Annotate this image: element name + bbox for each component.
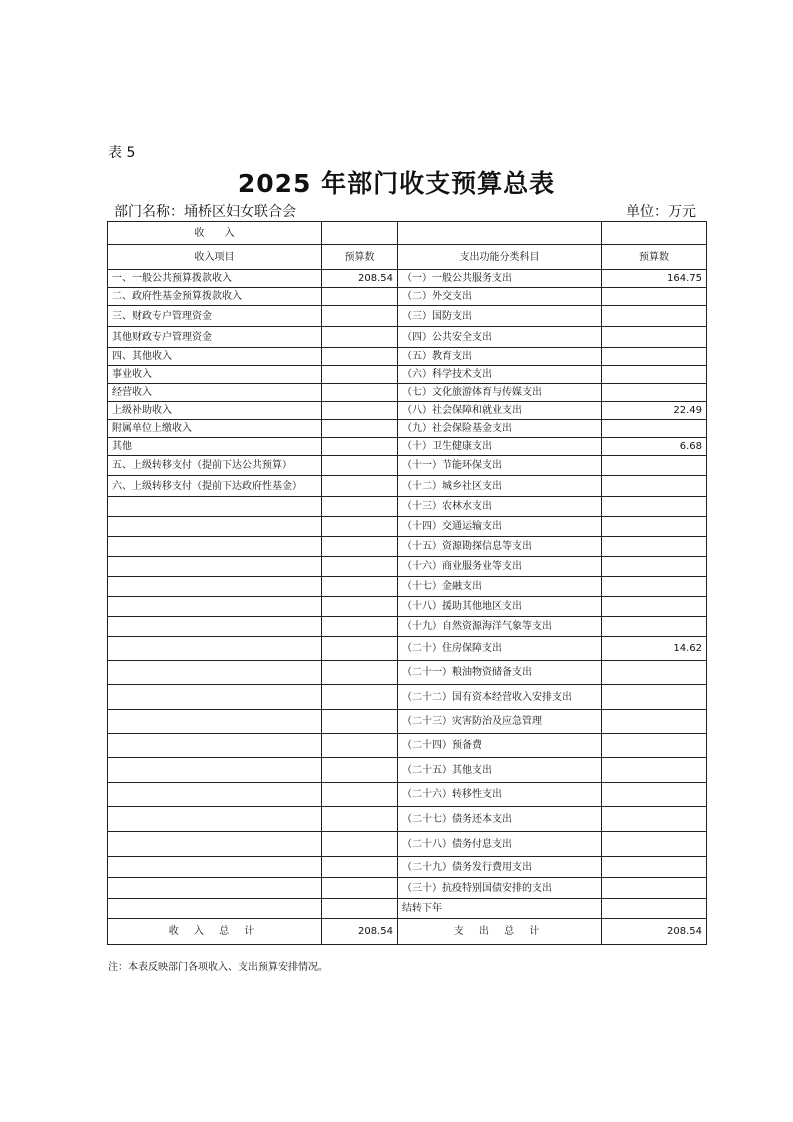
income-amount-cell — [322, 402, 398, 420]
income-item-cell: 六、上级转移支付（提前下达政府性基金） — [108, 476, 322, 497]
expense-item-cell: （六）科学技术支出 — [398, 366, 602, 384]
income-group-row — [108, 222, 707, 245]
expense-item-cell: （二十六）转移性支出 — [398, 783, 602, 807]
income-amount-cell — [322, 899, 398, 919]
income-item-cell: 一、一般公共预算拨款收入 — [108, 270, 322, 288]
expense-item-cell: （十九）自然资源海洋气象等支出 — [398, 617, 602, 637]
income-amount-cell — [322, 637, 398, 661]
table-row — [108, 807, 707, 832]
income-amount-cell — [322, 557, 398, 577]
expense-item-cell: （十三）农林水支出 — [398, 497, 602, 517]
income-item-cell — [108, 661, 322, 685]
footnote: 注：本表反映部门各项收入、支出预算安排情况。 — [108, 962, 328, 973]
income-amount-cell — [322, 734, 398, 758]
expense-amount-cell — [602, 577, 707, 597]
expense-item-cell: （十七）金融支出 — [398, 577, 602, 597]
income-amount-cell — [322, 366, 398, 384]
expense-item-cell: （二十三）灾害防治及应急管理 — [398, 710, 602, 734]
expense-amount-cell — [602, 783, 707, 807]
income-item-cell — [108, 878, 322, 899]
expense-item-cell: （五）教育支出 — [398, 348, 602, 366]
table-row — [108, 306, 707, 327]
table-row — [108, 476, 707, 497]
expense-item-cell: （二十四）预备费 — [398, 734, 602, 758]
income-item-cell: 附属单位上缴收入 — [108, 420, 322, 438]
table-row — [108, 758, 707, 783]
income-amount-cell — [322, 758, 398, 783]
table-row — [108, 637, 707, 661]
col-header-income-amount: 预算数 — [322, 245, 398, 270]
expense-amount-cell — [602, 661, 707, 685]
table-row — [108, 685, 707, 710]
budget-table — [107, 221, 707, 945]
income-item-cell — [108, 734, 322, 758]
expense-amount-cell — [602, 857, 707, 878]
expense-item-cell: （十八）援助其他地区支出 — [398, 597, 602, 617]
income-item-cell: 事业收入 — [108, 366, 322, 384]
income-amount-cell — [322, 384, 398, 402]
expense-amount-cell — [602, 537, 707, 557]
income-item-cell — [108, 577, 322, 597]
col-header-expense-amount: 预算数 — [602, 245, 707, 270]
income-item-cell: 其他财政专户管理资金 — [108, 327, 322, 348]
income-amount-cell: 208.54 — [322, 270, 398, 288]
expense-item-cell: 结转下年 — [398, 899, 602, 919]
expense-total-label: 支 出 总 计 — [398, 919, 602, 945]
table-row — [108, 617, 707, 637]
income-amount-cell — [322, 685, 398, 710]
expense-item-cell: （二）外交支出 — [398, 288, 602, 306]
income-item-cell — [108, 807, 322, 832]
unit-label: 单位：万元 — [626, 204, 696, 220]
table-row — [108, 878, 707, 899]
income-item-cell: 四、其他收入 — [108, 348, 322, 366]
expense-amount-cell — [602, 384, 707, 402]
table-row — [108, 456, 707, 476]
income-item-cell: 上级补助收入 — [108, 402, 322, 420]
income-amount-cell — [322, 878, 398, 899]
expense-item-cell: （十四）交通运输支出 — [398, 517, 602, 537]
expense-amount-cell — [602, 758, 707, 783]
table-row — [108, 384, 707, 402]
income-group-header: 收 入 — [108, 222, 322, 245]
income-item-cell — [108, 758, 322, 783]
expense-amount-cell — [602, 734, 707, 758]
expense-amount-cell — [602, 597, 707, 617]
expense-amount-cell — [602, 456, 707, 476]
expense-item-cell: （四）公共安全支出 — [398, 327, 602, 348]
expense-total-value: 208.54 — [602, 919, 707, 945]
income-item-cell — [108, 857, 322, 878]
expense-amount-cell: 14.62 — [602, 637, 707, 661]
income-item-cell — [108, 710, 322, 734]
expense-amount-cell — [602, 832, 707, 857]
table-row — [108, 597, 707, 617]
expense-amount-cell — [602, 288, 707, 306]
income-item-cell — [108, 832, 322, 857]
expense-item-cell: （三十）抗疫特别国债安排的支出 — [398, 878, 602, 899]
expense-amount-cell — [602, 899, 707, 919]
income-item-cell: 经营收入 — [108, 384, 322, 402]
expense-item-cell: （十二）城乡社区支出 — [398, 476, 602, 497]
income-item-cell: 三、财政专户管理资金 — [108, 306, 322, 327]
expense-item-cell: （十六）商业服务业等支出 — [398, 557, 602, 577]
income-amount-cell — [322, 288, 398, 306]
income-item-cell — [108, 517, 322, 537]
expense-amount-cell — [602, 517, 707, 537]
expense-amount-cell — [602, 497, 707, 517]
expense-amount-cell — [602, 476, 707, 497]
table-row — [108, 832, 707, 857]
income-amount-cell — [322, 537, 398, 557]
table-row — [108, 577, 707, 597]
income-amount-cell — [322, 438, 398, 456]
expense-item-cell: （十）卫生健康支出 — [398, 438, 602, 456]
income-amount-cell — [322, 597, 398, 617]
income-amount-cell — [322, 807, 398, 832]
expense-amount-cell — [602, 420, 707, 438]
page-title: 2025 年部门收支预算总表 — [237, 169, 556, 198]
income-amount-cell — [322, 327, 398, 348]
income-total-value: 208.54 — [322, 919, 398, 945]
table-row — [108, 288, 707, 306]
income-amount-cell — [322, 517, 398, 537]
table-row — [108, 402, 707, 420]
table-row — [108, 348, 707, 366]
table-row — [108, 438, 707, 456]
income-item-cell — [108, 497, 322, 517]
expense-amount-cell — [602, 306, 707, 327]
expense-item-cell: （十一）节能环保支出 — [398, 456, 602, 476]
income-amount-cell — [322, 420, 398, 438]
expense-amount-cell — [602, 557, 707, 577]
income-item-cell — [108, 557, 322, 577]
column-header-row — [108, 245, 707, 270]
table-row — [108, 327, 707, 348]
expense-amount-cell — [602, 348, 707, 366]
department-name: 部门名称：埇桥区妇女联合会 — [114, 204, 296, 220]
income-amount-cell — [322, 497, 398, 517]
expense-amount-cell — [602, 878, 707, 899]
table-row — [108, 537, 707, 557]
expense-amount-cell — [602, 327, 707, 348]
table-row — [108, 497, 707, 517]
expense-item-cell: （七）文化旅游体育与传媒支出 — [398, 384, 602, 402]
expense-item-cell: （二十二）国有资本经营收入安排支出 — [398, 685, 602, 710]
income-amount-cell — [322, 710, 398, 734]
table-row — [108, 734, 707, 758]
totals-row — [108, 919, 707, 945]
expense-item-cell: （一）一般公共服务支出 — [398, 270, 602, 288]
expense-amount-cell — [602, 685, 707, 710]
income-amount-cell — [322, 857, 398, 878]
income-item-cell — [108, 617, 322, 637]
expense-item-cell: （九）社会保险基金支出 — [398, 420, 602, 438]
income-amount-cell — [322, 306, 398, 327]
income-total-label: 收 入 总 计 — [108, 919, 322, 945]
expense-item-cell: （十五）资源勘探信息等支出 — [398, 537, 602, 557]
expense-item-cell: （二十）住房保障支出 — [398, 637, 602, 661]
table-row — [108, 783, 707, 807]
income-item-cell — [108, 537, 322, 557]
income-amount-cell — [322, 617, 398, 637]
table-row — [108, 557, 707, 577]
income-amount-cell — [322, 783, 398, 807]
income-item-cell — [108, 597, 322, 617]
expense-item-cell: （三）国防支出 — [398, 306, 602, 327]
col-header-income-item: 收入项目 — [108, 245, 322, 270]
col-header-expense-item: 支出功能分类科目 — [398, 245, 602, 270]
table-row — [108, 366, 707, 384]
expense-amount-cell — [602, 807, 707, 832]
table-row — [108, 270, 707, 288]
expense-amount-cell: 164.75 — [602, 270, 707, 288]
table-row — [108, 517, 707, 537]
expense-amount-cell: 22.49 — [602, 402, 707, 420]
expense-item-cell: （二十五）其他支出 — [398, 758, 602, 783]
income-item-cell — [108, 783, 322, 807]
expense-amount-cell — [602, 617, 707, 637]
income-item-cell — [108, 899, 322, 919]
expense-item-cell: （二十九）债务发行费用支出 — [398, 857, 602, 878]
income-amount-cell — [322, 456, 398, 476]
income-item-cell: 二、政府性基金预算拨款收入 — [108, 288, 322, 306]
income-amount-cell — [322, 476, 398, 497]
table-number: 表 5 — [108, 145, 136, 161]
expense-item-cell: （二十八）债务付息支出 — [398, 832, 602, 857]
expense-item-cell: （八）社会保障和就业支出 — [398, 402, 602, 420]
table-body — [108, 270, 707, 919]
income-amount-cell — [322, 348, 398, 366]
income-amount-cell — [322, 577, 398, 597]
expense-amount-cell — [602, 710, 707, 734]
income-item-cell — [108, 637, 322, 661]
expense-item-cell: （二十七）债务还本支出 — [398, 807, 602, 832]
table-row — [108, 710, 707, 734]
table-row — [108, 420, 707, 438]
income-item-cell: 五、上级转移支付（提前下达公共预算） — [108, 456, 322, 476]
income-amount-cell — [322, 832, 398, 857]
income-item-cell: 其他 — [108, 438, 322, 456]
table-row — [108, 899, 707, 919]
expense-item-cell: （二十一）粮油物资储备支出 — [398, 661, 602, 685]
income-amount-cell — [322, 661, 398, 685]
table-row — [108, 661, 707, 685]
table-row — [108, 857, 707, 878]
expense-amount-cell — [602, 366, 707, 384]
expense-amount-cell: 6.68 — [602, 438, 707, 456]
income-item-cell — [108, 685, 322, 710]
